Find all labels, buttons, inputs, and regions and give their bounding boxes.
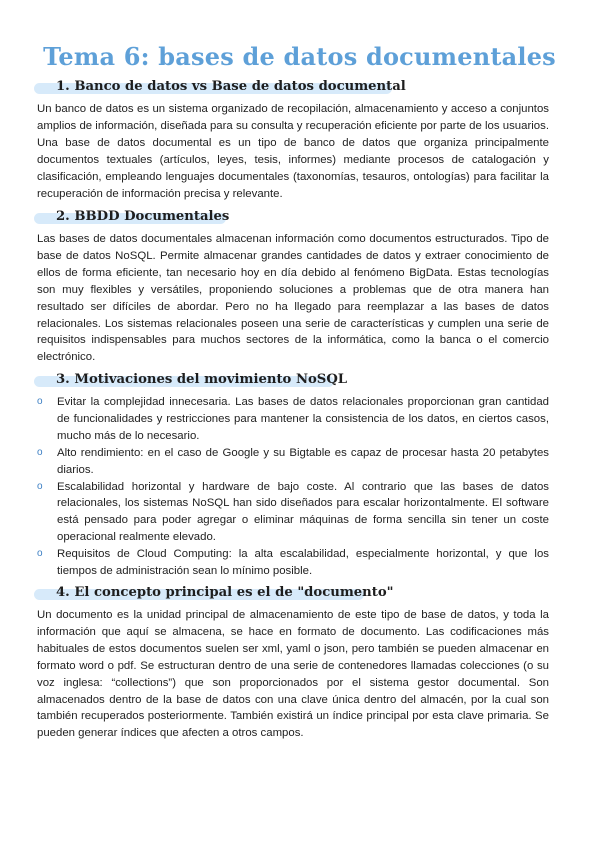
section-heading-4-text: 4. El concepto principal es el de "documento" — [56, 585, 394, 600]
section-heading-1-text: 1. Banco de datos vs Base de datos documental — [56, 79, 406, 94]
section-heading-2-text: 2. BBDD Documentales — [56, 209, 230, 224]
page-title: Tema 6: bases de datos documentales — [43, 42, 556, 71]
list-item — [37, 546, 549, 580]
section-heading-1 — [56, 78, 406, 96]
bullet-circle-icon: o — [37, 480, 43, 492]
section-1-paragraph: Un banco de datos es un sistema organizado de recopilación, almacenamiento y acceso a conjuntos amplios de información, diseñada para su consulta y recuperación eficiente por parte de los usuarios. Una base de datos documental es un tipo de banco de datos que organiza principalmente documentos textuales (artículos, leyes, tesis, informes) mediante procesos de catalogación y clasificación, empleando lenguajes documentales (taxonomías, tesauros, ontologías) para facilitar la recuperación de información precisa y relevante. — [37, 103, 549, 200]
list-item — [37, 394, 549, 445]
section-4-paragraph: Un documento es la unidad principal de almacenamiento de este tipo de base de datos, y toda la información que aquí se almacena, se hace en formato de documento. Las codificaciones más habituales de estos documentos suelen ser xml, yaml o json, pero también se pueden almacenar en formato word o pdf. Se estructuran dentro de una serie de contenedores llamadas colecciones (o su voz inglesa: “collections”) que son proporcionados por el sistema gestor documental. Son almacenados dentro de la base de datos con una clave única dentro del almacén, por la cual son también recuperados posteriormente. También existirá un índice principal por esta clave primaria. Se pueden generar índices que afecten a otros campos. — [37, 609, 549, 740]
list-item-text: Requisitos de Cloud Computing: la alta escalabilidad, especialmente horizontal, y que los tiempos de administración sean lo mínimo posible. — [57, 548, 549, 578]
section-heading-2 — [56, 208, 229, 226]
section-heading-4 — [56, 584, 394, 602]
list-item-text: Alto rendimiento: en el caso de Google y su Bigtable es capaz de procesar hasta 20 petabytes diarios. — [57, 446, 549, 476]
list-item-text: Escalabilidad horizontal y hardware de bajo coste. Al contrario que las bases de datos relacionales, los sistemas NoSQL han sido diseñados para escalar horizontalmente. El software está pensado para poder agregar o eliminar máquinas de forma sencilla sin tener un coste operacional realmente elevado. — [57, 480, 549, 544]
section-heading-3-text: 3. Motivaciones del movimiento NoSQL — [56, 372, 348, 387]
section-2-paragraph: Las bases de datos documentales almacenan información como documentos estructurados. Tipo de base de datos NoSQL. Permite almacenar grandes cantidades de datos y extraer conocimiento de ellos de forma eficiente, tan necesario hoy en día debido al fenómeno BigData. Estas tecnologías son muy flexibles y versátiles, proponiendo soluciones a problemas que de otra manera han resultado ser difíciles de abordar. Pero no ha llegado para reemplazar a las bases de datos relacionales. Los sistemas relacionales poseen una serie de características y cumplen una serie de requisitos indispensables para muchos sectores de la informática, como la banca o el comercio electrónico. — [37, 233, 549, 364]
bullet-circle-icon: o — [37, 548, 43, 560]
bullet-circle-icon: o — [37, 396, 43, 407]
list-item — [37, 445, 549, 479]
list-item — [37, 479, 549, 547]
list-item-text: Evitar la complejidad innecesaria. Las bases de datos relacionales proporcionan gran cantidad de funcionalidades y restricciones para mantener la consistencia de los datos, en ciertos casos, mucho más de lo necesario. — [57, 396, 549, 442]
bullet-circle-icon: o — [37, 446, 43, 458]
motivations-list — [37, 394, 549, 580]
section-heading-3 — [56, 371, 347, 389]
